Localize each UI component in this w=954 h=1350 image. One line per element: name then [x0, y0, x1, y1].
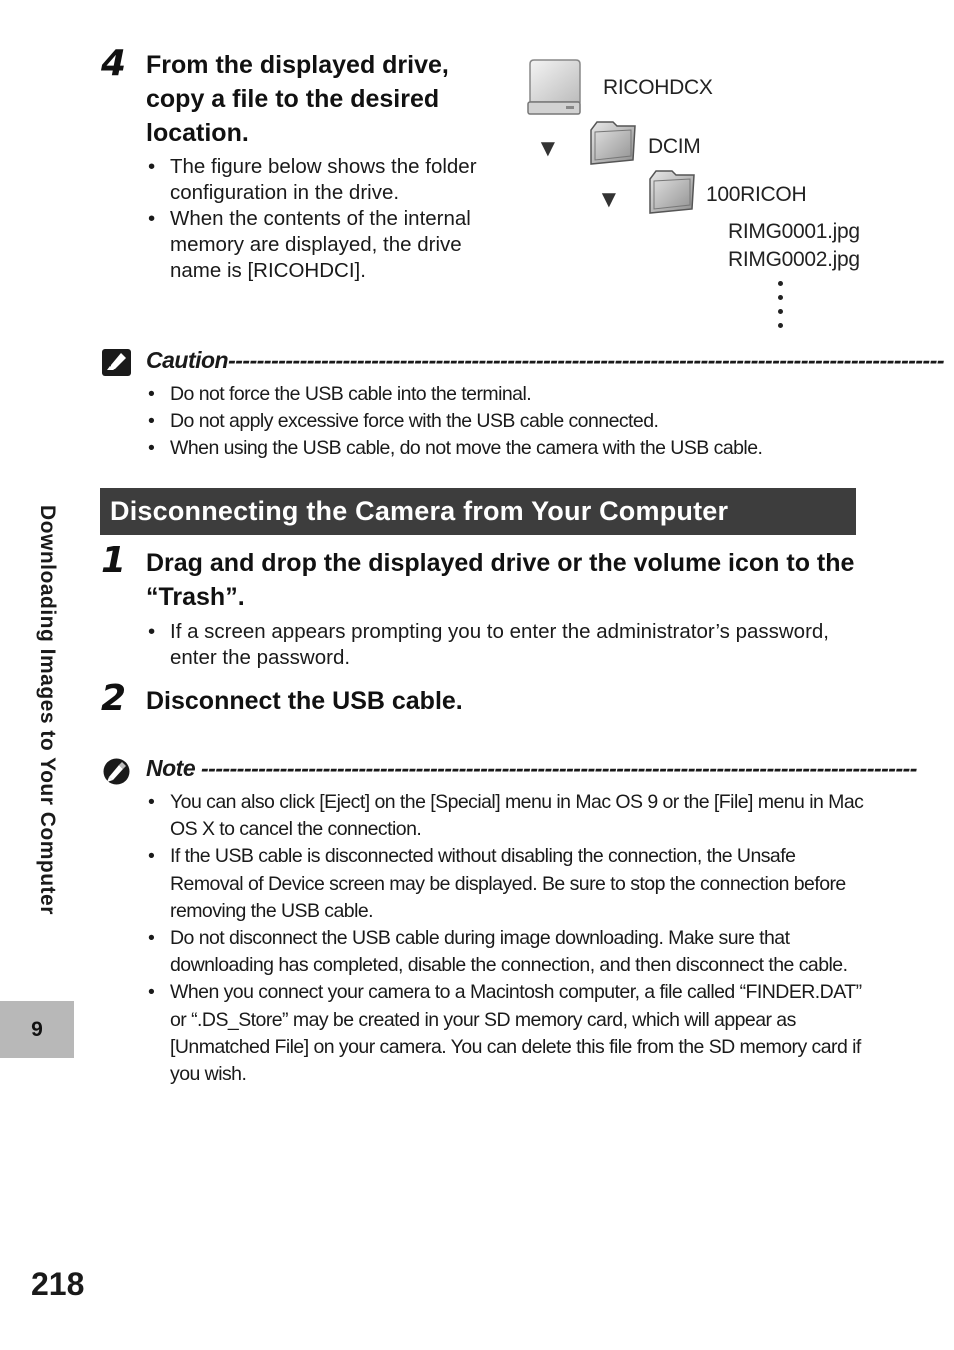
caution-label: Caution	[146, 347, 229, 373]
ellipsis-dot	[778, 295, 783, 300]
divider: ----------------------------------------------------------------------------------------------------	[228, 347, 945, 373]
step-1-title: Drag and drop the displayed drive or the volume icon to the “Trash”.	[146, 549, 855, 611]
list-item: • When the contents of the internal memory are displayed, the drive name is [RICOHDCI].	[146, 206, 516, 284]
list-item: • When you connect your camera to a Macintosh computer, a file called “FINDER.DAT” or “.DS_Store” may be created in your SD memory card, which will appear as [Unmatched File] on your camera. You can delete this file from the SD memory card if you wish.	[146, 979, 866, 1088]
note-header	[146, 755, 917, 782]
file-1-label: RIMG0001.jpg	[728, 220, 860, 243]
section-heading: Disconnecting the Camera from Your Computer	[100, 488, 856, 535]
step-2-title: Disconnect the USB cable.	[146, 687, 463, 715]
list-item: • When using the USB cable, do not move the camera with the USB cable.	[146, 435, 866, 462]
folder-dcim-label: DCIM	[648, 135, 701, 158]
file-2-label: RIMG0002.jpg	[728, 248, 860, 271]
ellipsis-dot	[778, 309, 783, 314]
step-1-bullets	[146, 619, 846, 671]
list-item: • Do not apply excessive force with the USB cable connected.	[146, 408, 866, 435]
list-item: • If a screen appears prompting you to enter the administrator’s password, enter the password.	[146, 619, 846, 671]
drive-label: RICOHDCX	[603, 76, 713, 99]
note-label: Note	[146, 755, 196, 781]
note-icon	[101, 757, 132, 786]
ellipsis-dot	[778, 281, 783, 286]
step-4-bullets	[146, 154, 516, 284]
ellipsis-dot	[778, 323, 783, 328]
list-item: • Do not disconnect the USB cable during image downloading. Make sure that downloading has completed, disable the connection, and then disconnect the cable.	[146, 925, 866, 979]
list-item: • Do not force the USB cable into the terminal.	[146, 381, 866, 408]
caution-header	[146, 347, 945, 374]
drive-icon	[526, 58, 582, 116]
list-item: • The figure below shows the folder configuration in the drive.	[146, 154, 516, 206]
step-4-number: 4	[101, 43, 127, 84]
folder-100ricoh-label: 100RICOH	[706, 183, 807, 206]
caution-icon	[101, 348, 132, 377]
folder-icon	[648, 169, 696, 215]
folder-icon	[589, 120, 637, 166]
arrow-down-icon: ▼	[536, 135, 560, 162]
chapter-side-title: Downloading Images to Your Computer	[36, 505, 59, 915]
divider: ----------------------------------------------------------------------------------------------------	[201, 755, 917, 781]
step-4-title: From the displayed drive, copy a file to the desired location.	[146, 51, 449, 147]
list-item: • If the USB cable is disconnected without disabling the connection, the Unsafe Removal of Device screen may be displayed. Be sure to stop the connection before removing the USB cable.	[146, 843, 866, 925]
step-2-number: 2	[101, 678, 127, 719]
page-number: 218	[31, 1266, 85, 1302]
chapter-number-tab: 9	[0, 1001, 74, 1058]
step-1-number: 1	[101, 540, 127, 581]
arrow-down-icon: ▼	[597, 186, 621, 213]
caution-list	[146, 381, 866, 463]
note-list	[146, 789, 866, 1088]
list-item: • You can also click [Eject] on the [Special] menu in Mac OS 9 or the [File] menu in Mac OS X to cancel the connection.	[146, 789, 866, 843]
